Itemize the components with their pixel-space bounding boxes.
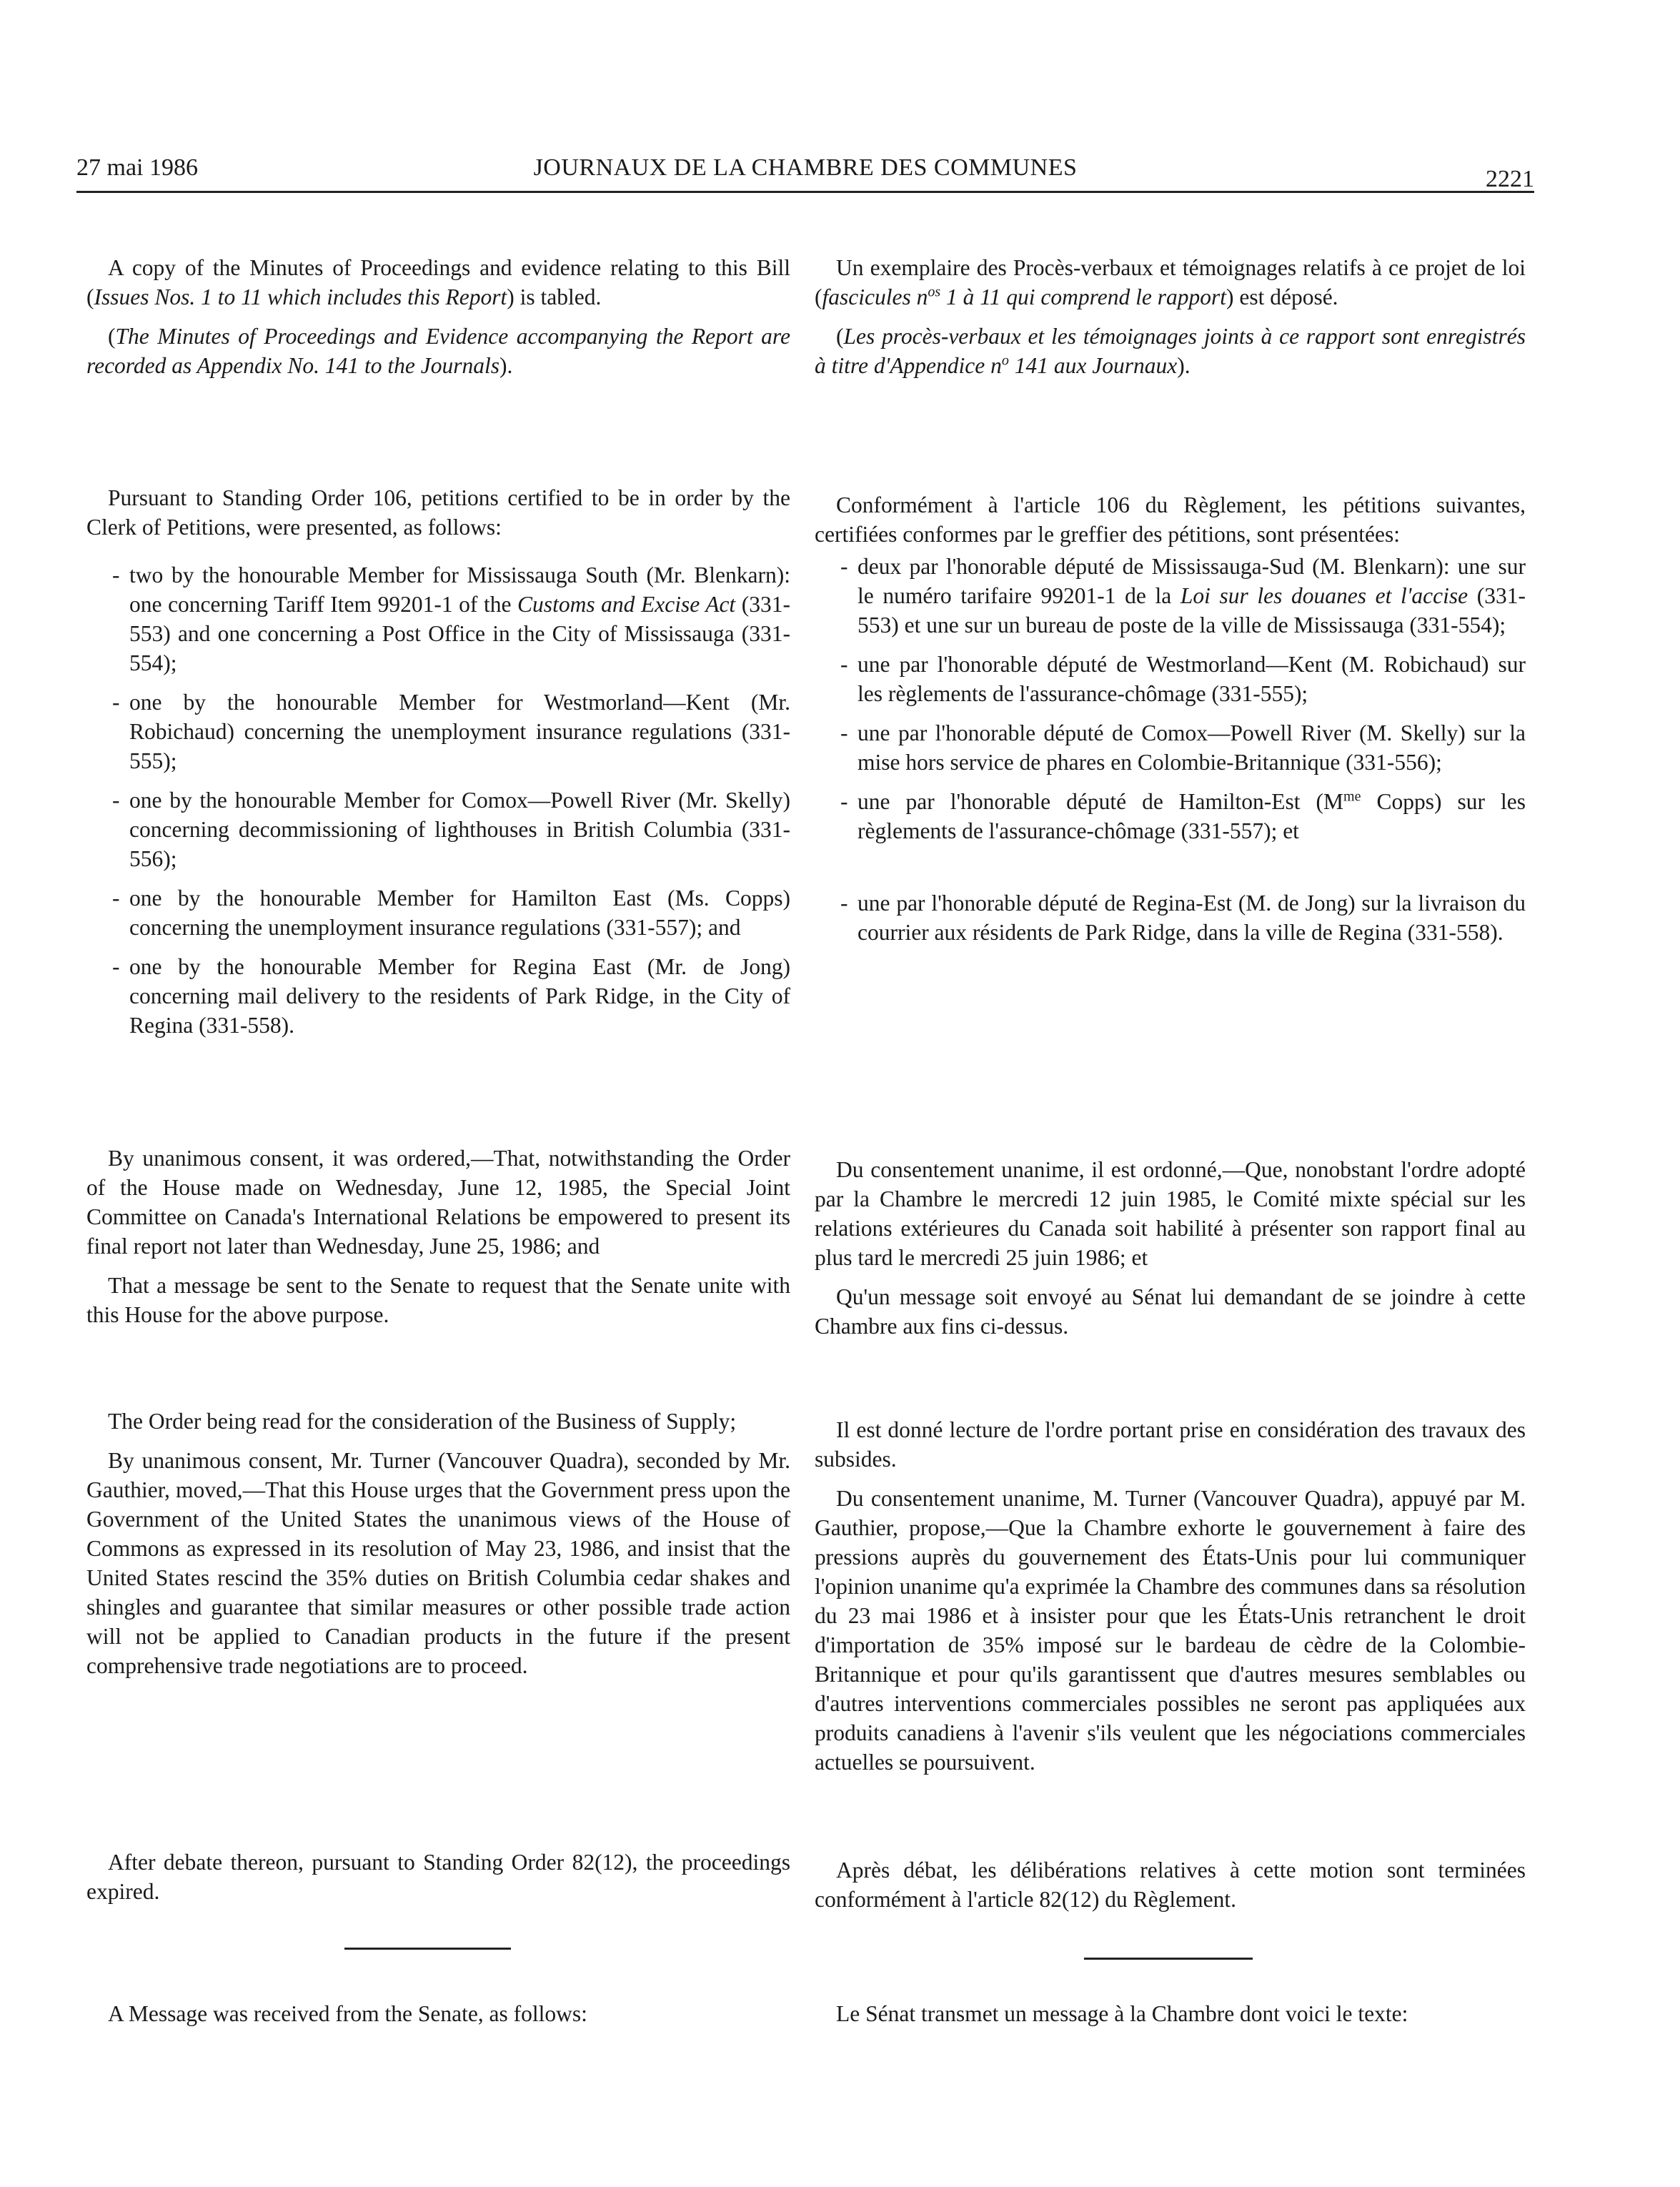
- list-item: - une par l'honorable député de Regina-Est (M. de Jong) sur la livraison du courrier aux résidents de Park Ridge, dans la ville de Regina (331-558).: [815, 888, 1526, 947]
- list-item: - one by the honourable Member for Hamilton East (Ms. Copps) concerning the unemployment insurance regulations (331-557); and: [86, 883, 790, 942]
- en-section-senate-message: [86, 1999, 790, 2028]
- fr-section-senate-message: [815, 1999, 1526, 2028]
- en-petitions-intro: Pursuant to Standing Order 106, petitions certified to be in order by the Clerk of Petitions, were presented, as follows:: [86, 485, 790, 540]
- fr-separator-rule: [1084, 1958, 1253, 1960]
- fr-section-minutes: [815, 253, 1526, 380]
- en-minutes-appendix-note: (The Minutes of Proceedings and Evidence accompanying the Report are recorded as Appendix No. 141 to the Journals).: [86, 324, 790, 378]
- fr-section-committee-order: [815, 1155, 1526, 1341]
- en-petitions-list: [86, 560, 790, 1040]
- en-minutes-tabled: A copy of the Minutes of Proceedings and evidence relating to this Bill (Issues Nos. 1 to 11 which includes this Report) is tabled.: [86, 255, 790, 309]
- fr-minutes-tabled: Un exemplaire des Procès-verbaux et témoignages relatifs à ce projet de loi (fascicules $n^{os}$ 1 à 11 qui comprend le rapport) est déposé.: [815, 255, 1526, 309]
- fr-senate-message: Le Sénat transmet un message à la Chambre dont voici le texte:: [836, 2001, 1408, 2026]
- list-item: - one by the honourable Member for Regina East (Mr. de Jong) concerning mail delivery to the residents of Park Ridge, in the City of Regina (331-558).: [86, 952, 790, 1040]
- page-header: [76, 148, 1534, 193]
- list-item: - une par l'honorable député de Hamilton-Est ($M^{me}$ Copps) sur les règlements de l'assurance-chômage (331-557); et: [815, 787, 1526, 845]
- header-title: JOURNAUX DE LA CHAMBRE DES COMMUNES: [533, 154, 1078, 181]
- fr-turner-motion: Du consentement unanime, M. Turner (Vancouver Quadra), appuyé par M. Gauthier, propose,—Que la Chambre exhorte le gouvernement à faire des pressions auprès du gouvernement des États-Unis pour lui communiquer l'opinion unanime qu'a exprimée la Chambre des communes dans sa résolution du 23 mai 1986 et à insister pour que les États-Unis retranchent le droit d'importation de 35% imposé sur le bardeau de cèdre de la Colombie-Britannique et pour qu'ils garantissent que d'autres mesures semblables ou d'autres interventions commerciales possibles ne seront pas appliquées aux produits canadiens à l'avenir s'ils veulent que les négociations commerciales actuelles se poursuivent.: [815, 1486, 1526, 1775]
- fr-petitions-intro: Conformément à l'article 106 du Règlement, les pétitions suivantes, certifiées conformes par le greffier des pétitions, sont présentées:: [815, 492, 1526, 547]
- en-section-committee-order: [86, 1144, 790, 1329]
- en-section-debate: [86, 1848, 790, 1906]
- en-proceedings-expired: After debate thereon, pursuant to Standing Order 82(12), the proceedings expired.: [86, 1850, 790, 1904]
- list-item: - one by the honourable Member for Comox—Powell River (Mr. Skelly) concerning decommissioning of lighthouses in British Columbia (331-556);: [86, 785, 790, 873]
- en-section-minutes: [86, 253, 790, 380]
- fr-senate-message-request: Qu'un message soit envoyé au Sénat lui demandant de se joindre à cette Chambre aux fins ci-dessus.: [815, 1284, 1526, 1339]
- list-item: - une par l'honorable député de Comox—Powell River (M. Skelly) sur la mise hors service de phares en Colombie-Britannique (331-556);: [815, 718, 1526, 777]
- en-section-supply: [86, 1407, 790, 1680]
- fr-committee-order: Du consentement unanime, il est ordonné,—Que, nonobstant l'ordre adopté par la Chambre le mercredi 12 juin 1985, le Comité mixte spécial sur les relations extérieures du Canada soit habilité à présenter son rapport final au plus tard le mercredi 25 juin 1986; et: [815, 1157, 1526, 1270]
- en-separator-rule: [344, 1948, 511, 1950]
- fr-section-supply: [815, 1415, 1526, 1777]
- en-section-petitions: [86, 483, 790, 1050]
- list-item: - one by the honourable Member for Westmorland—Kent (Mr. Robichaud) concerning the unemployment insurance regulations (331-555);: [86, 688, 790, 775]
- en-senate-message: A Message was received from the Senate, as follows:: [108, 2001, 587, 2026]
- en-senate-message-request: That a message be sent to the Senate to request that the Senate unite with this House for the above purpose.: [86, 1273, 790, 1327]
- header-date: 27 mai 1986: [76, 154, 198, 181]
- fr-supply-order: Il est donné lecture de l'ordre portant prise en considération des travaux des subsides.: [815, 1417, 1526, 1472]
- fr-section-petitions: [815, 490, 1526, 957]
- page-number: 2221: [1486, 166, 1534, 192]
- en-committee-order: By unanimous consent, it was ordered,—That, notwithstanding the Order of the House made on Wednesday, June 12, 1985, the Special Joint Committee on Canada's International Relations be empowered to present its final report not later than Wednesday, June 25, 1986; and: [86, 1146, 790, 1259]
- fr-minutes-appendix-note: (Les procès-verbaux et les témoignages joints à ce rapport sont enregistrés à titre d'Appendice $n^o$ 141 aux Journaux).: [815, 324, 1526, 378]
- fr-proceedings-expired: Après débat, les délibérations relatives à cette motion sont terminées conformément à l'article 82(12) du Règlement.: [815, 1858, 1526, 1912]
- list-item: - two by the honourable Member for Mississauga South (Mr. Blenkarn): one concerning Tariff Item 99201-1 of the Customs and Excise Act (331-553) and one concerning a Post Office in the City of Mississauga (331-554);: [86, 560, 790, 678]
- en-turner-motion: By unanimous consent, Mr. Turner (Vancouver Quadra), seconded by Mr. Gauthier, moved,—That this House urges that the Government press upon the Government of the United States the unanimous views of the House of Commons as expressed in its resolution of May 23, 1986, and insist that the United States rescind the 35% duties on British Columbia cedar shakes and shingles and guarantee that similar measures or other possible trade action will not be applied to Canadian products in the future if the present comprehensive trade negotiations are to proceed.: [86, 1448, 790, 1678]
- fr-petitions-list: [815, 552, 1526, 947]
- en-supply-order: The Order being read for the consideration of the Business of Supply;: [108, 1409, 737, 1434]
- fr-section-debate: [815, 1855, 1526, 1914]
- list-item: - deux par l'honorable député de Mississauga-Sud (M. Blenkarn): une sur le numéro tarifaire 99201-1 de la Loi sur les douanes et l'accise (331-553) et une sur un bureau de poste de la ville de Mississauga (331-554);: [815, 552, 1526, 640]
- list-item: - une par l'honorable député de Westmorland—Kent (M. Robichaud) sur les règlements de l'assurance-chômage (331-555);: [815, 650, 1526, 708]
